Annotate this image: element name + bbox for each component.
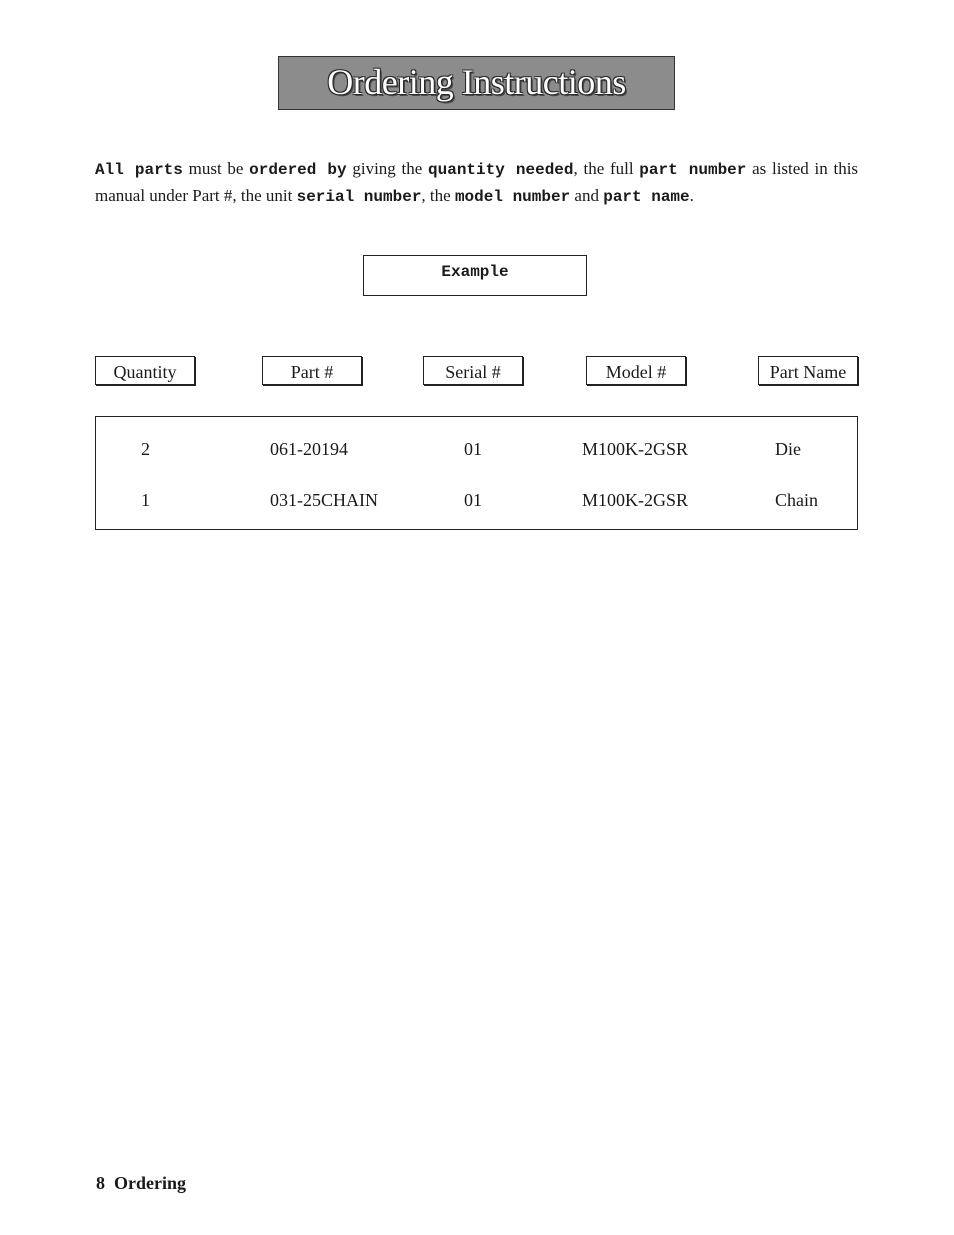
cell-model-number: M100K-2GSR — [582, 439, 689, 459]
page-title: Ordering Instructions — [327, 62, 626, 102]
term-part-name: part name — [603, 188, 690, 206]
term-serial-number: serial number — [296, 188, 422, 206]
cell-quantity: 2 — [141, 439, 150, 459]
intro-text-2: giving the — [346, 159, 429, 178]
cell-serial-number: 01 — [464, 490, 482, 510]
page-footer — [96, 1173, 186, 1194]
header-part-number: Part # — [262, 356, 362, 385]
header-model-number: Model # — [586, 356, 686, 385]
intro-text-6: and — [570, 186, 604, 205]
header-quantity: Quantity — [95, 356, 195, 385]
intro-text-4: as listed in this manual under Part #, the unit — [95, 159, 859, 205]
header-serial-number: Serial # — [423, 356, 523, 385]
term-quantity-needed: quantity needed — [428, 161, 574, 179]
intro-paragraph — [95, 156, 858, 210]
cell-part-name: Die — [775, 439, 801, 459]
cell-serial-number: 01 — [464, 439, 482, 459]
cell-part-number: 061-20194 — [270, 439, 348, 459]
term-part-number: part number — [639, 161, 747, 179]
term-ordered-by: ordered by — [249, 161, 347, 179]
cell-part-name: Chain — [775, 490, 818, 510]
intro-text-3: , the full — [573, 159, 640, 178]
section-name: Ordering — [114, 1173, 186, 1193]
intro-text-7: . — [689, 186, 694, 205]
intro-text-5: , the — [421, 186, 455, 205]
cell-part-number: 031-25CHAIN — [270, 490, 378, 510]
header-part-name: Part Name — [758, 356, 858, 385]
term-model-number: model number — [454, 188, 571, 206]
cell-model-number: M100K-2GSR — [582, 490, 689, 510]
example-label: Example — [363, 255, 587, 296]
title-banner — [278, 56, 675, 110]
term-all-parts: All parts — [95, 161, 183, 179]
page-number: 8 — [96, 1173, 105, 1193]
intro-text-1: must be — [182, 159, 250, 178]
cell-quantity: 1 — [141, 490, 150, 510]
example-table — [95, 416, 858, 530]
